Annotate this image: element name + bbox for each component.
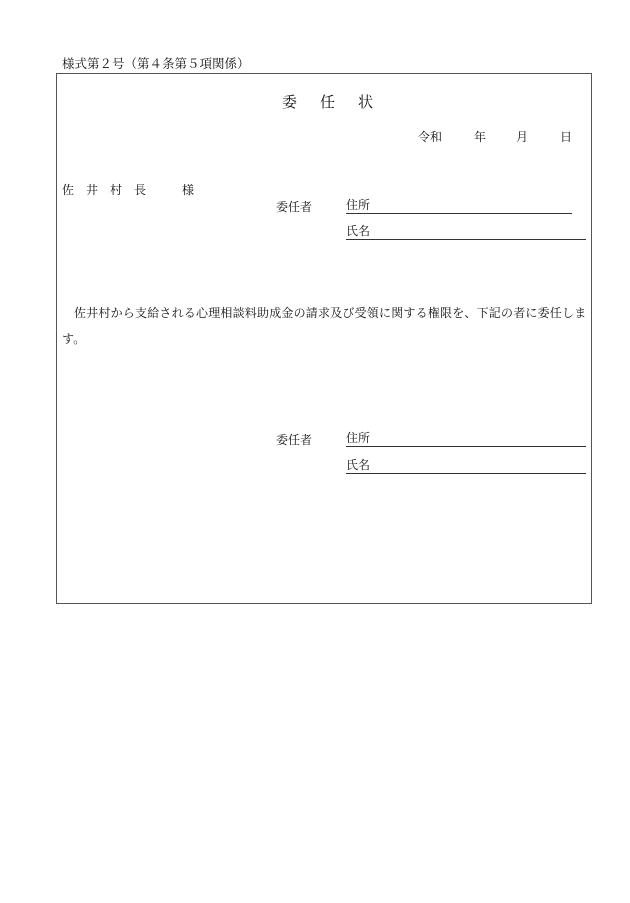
delegator-name-label: 氏名 bbox=[346, 224, 371, 238]
date-month: 月 bbox=[516, 130, 529, 144]
delegatee-label: 委任者 bbox=[276, 433, 313, 447]
delegatee-name-field[interactable] bbox=[346, 458, 586, 474]
document-title: 委 任 状 bbox=[282, 93, 378, 111]
form-number: 様式第２号（第４条第５項関係） bbox=[62, 56, 250, 71]
delegator-address-field[interactable] bbox=[346, 198, 572, 214]
date-year: 年 bbox=[474, 130, 487, 144]
delegator-label: 委任者 bbox=[276, 200, 313, 214]
delegator-address-label: 住所 bbox=[346, 198, 371, 212]
addressee: 佐 井 村 長 様 bbox=[62, 183, 195, 197]
date-era: 令和 bbox=[418, 130, 443, 144]
delegatee-name-label: 氏名 bbox=[346, 458, 371, 472]
body-text: 佐井村から支給される心理相談料助成金の請求及び受領に関する権限を、下記の者に委任します。 bbox=[62, 306, 587, 346]
date-day: 日 bbox=[560, 130, 573, 144]
delegatee-address-field[interactable] bbox=[346, 431, 586, 447]
delegator-name-field[interactable] bbox=[346, 224, 586, 240]
delegatee-address-label: 住所 bbox=[346, 431, 371, 445]
